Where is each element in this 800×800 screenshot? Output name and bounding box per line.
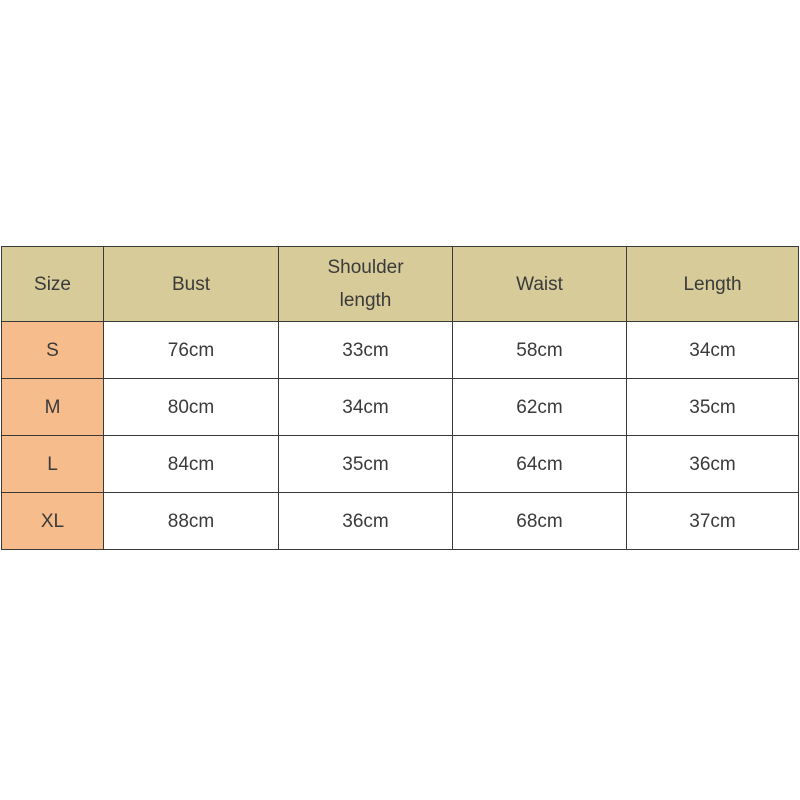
waist-cell: 64cm — [453, 436, 627, 493]
header-row — [2, 247, 799, 322]
length-cell: 34cm — [627, 322, 799, 379]
table-row — [2, 493, 799, 550]
bust-cell: 84cm — [104, 436, 279, 493]
size-cell: M — [2, 379, 104, 436]
shoulder-cell: 34cm — [279, 379, 453, 436]
table-row — [2, 436, 799, 493]
shoulder-cell: 33cm — [279, 322, 453, 379]
header-shoulder-length — [279, 247, 453, 322]
size-cell: XL — [2, 493, 104, 550]
header-shoulder-line2: length — [339, 290, 392, 311]
size-cell: S — [2, 322, 104, 379]
header-waist: Waist — [453, 247, 627, 322]
header-size: Size — [2, 247, 104, 322]
bust-cell: 88cm — [104, 493, 279, 550]
size-chart-table — [1, 246, 799, 550]
shoulder-cell: 35cm — [279, 436, 453, 493]
shoulder-cell: 36cm — [279, 493, 453, 550]
bust-cell: 80cm — [104, 379, 279, 436]
length-cell: 36cm — [627, 436, 799, 493]
waist-cell: 58cm — [453, 322, 627, 379]
length-cell: 35cm — [627, 379, 799, 436]
table-row — [2, 379, 799, 436]
waist-cell: 68cm — [453, 493, 627, 550]
length-cell: 37cm — [627, 493, 799, 550]
waist-cell: 62cm — [453, 379, 627, 436]
header-length: Length — [627, 247, 799, 322]
bust-cell: 76cm — [104, 322, 279, 379]
header-bust: Bust — [104, 247, 279, 322]
size-cell: L — [2, 436, 104, 493]
header-shoulder-line1: Shoulder — [327, 257, 404, 278]
table-row — [2, 322, 799, 379]
